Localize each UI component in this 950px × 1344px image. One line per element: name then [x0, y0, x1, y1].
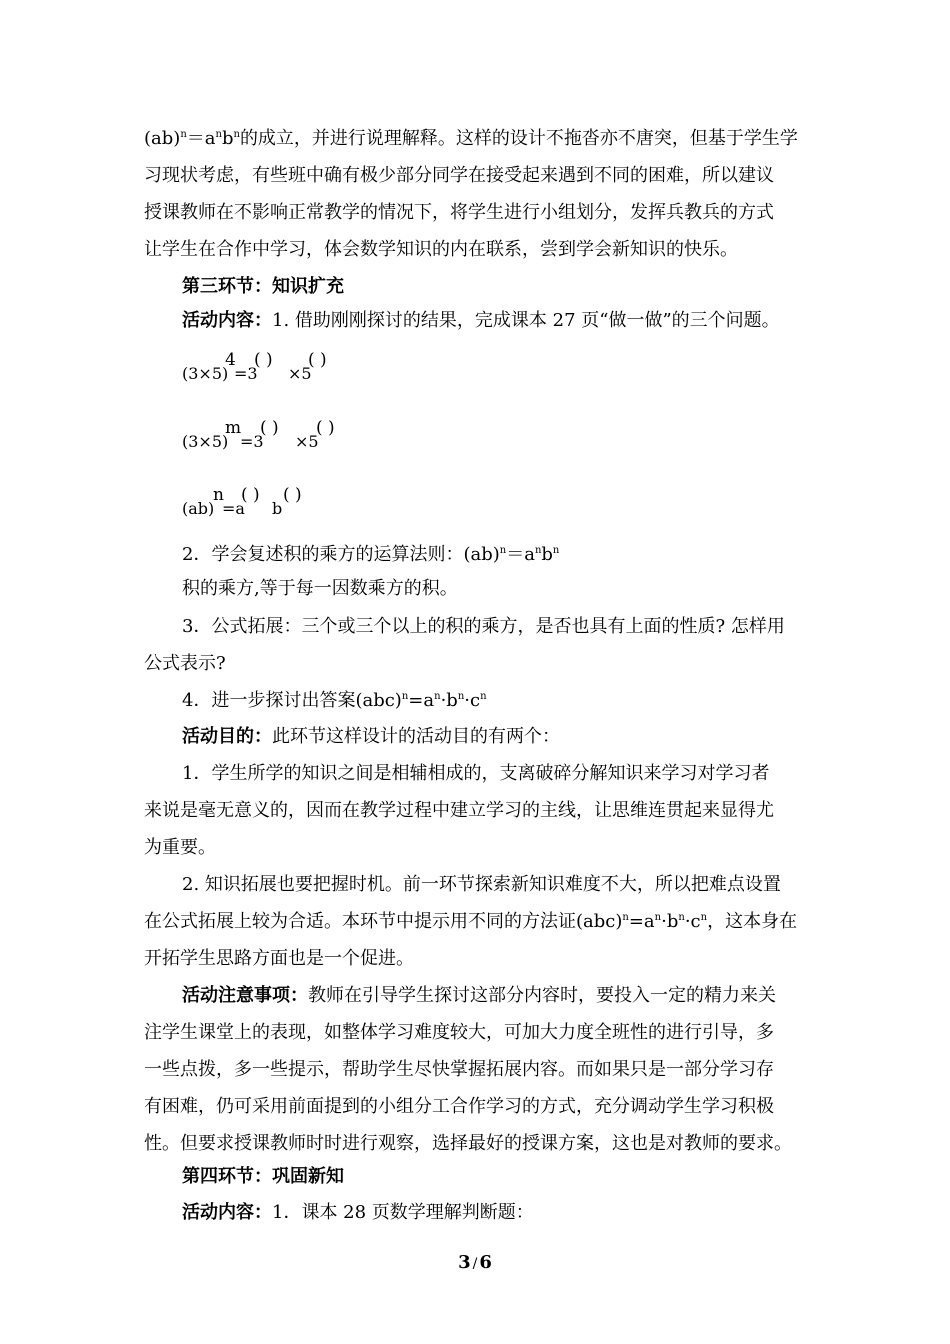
- list-item: 公式表示?: [144, 653, 226, 674]
- paragraph-line: 性。但要求授课教师时时进行观察，选择最好的授课方案，这也是对教师的要求。: [144, 1133, 792, 1154]
- section-heading: 第四环节：巩固新知: [182, 1166, 344, 1187]
- paragraph-line: 开拓学生思路方面也是一个促进。: [144, 948, 414, 969]
- activity-content: 活动内容：1．课本 28 页数学理解判断题：: [182, 1202, 534, 1223]
- paragraph-line: 1．学生所学的知识之间是相辅相成的，支离破碎分解知识来学习对学习者: [182, 763, 770, 784]
- paragraph-line: 注学生课堂上的表现，如整体学习难度较大，可加大力度全班性的进行引导，多: [144, 1022, 774, 1043]
- activity-content: 活动内容：1. 借助刚刚探讨的结果，完成课本 27 页“做一做”的三个问题。: [182, 310, 780, 331]
- document-page: $(ab)^n=a^nb^n$的成立，并进行说理解释。这样的设计不拖沓亦不唐突，但基于学生学 习现状考虑，有些班中确有极少部分同学在接受起来遇到不同的困难，所以建议 授课教师在不影响正常教学的情况下，将学生进行小组划分，发挥兵教兵的方式 让学生在合作中学习，体会数学知识的内在联系，尝到学会新知识的快乐。 第三环节：知识扩充 活动内容：1. 借助刚刚探讨的结果，完成课本 27 页“做一做”的三个问题。 (3×5) 4 =3 ( ) ×5 ( ) (3×5) m =3 ( ) ×5 ( ) (ab) n =a ( ) b ( ) 2．学会复述积的乘方的运算法则：$(ab)^n=a^nb^n$ 积的乘方,等于每一因数乘方的积。 3．公式拓展：三个或三个以上的积的乘方，是否也具有上面的性质? 怎样用 公式表示? 4．进一步探讨出答案$(abc)^n=a^n\cdot b^n\cdot c^n$ 活动目的：此环节这样设计的活动目的有两个： 1．学生所学的知识之间是相辅相成的，支离破碎分解知识来学习对学习者 来说是毫无意义的，因而在教学过程中建立学习的主线，让思维连贯起来显得尤 为重要。 2. 知识拓展也要把握时机。前一环节探索新知识难度不大，所以把难点设置 在公式拓展上较为合适。本环节中提示用不同的方法证$(abc)^n=a^n\cdot b^n\cdot c^n$，这本身在 开拓学生思路方面也是一个促进。 活动注意事项：教师在引导学生探讨这部分内容时，要投入一定的精力来关 注学生课堂上的表现，如整体学习难度较大，可加大力度全班性的进行引导，多 一些点拨，多一些提示，帮助学生尽快掌握拓展内容。而如果只是一部分学习存 有困难，仍可采用前面提到的小组分工合作学习的方式，充分调动学生学习积极 性。但要求授课教师时时进行观察，选择最好的授课方案，这也是对教师的要求。 第四环节：巩固新知 活动内容：1．课本 28 页数学理解判断题： 3 / 6: [0, 0, 950, 1344]
- paragraph-line: 为重要。: [144, 837, 216, 858]
- paragraph-line: 授课教师在不影响正常教学的情况下，将学生进行小组划分，发挥兵教兵的方式: [144, 202, 774, 223]
- list-item: 4．进一步探讨出答案$(abc)^n=a^n\cdot b^n\cdot c^n$: [182, 690, 487, 711]
- activity-notes: 活动注意事项：教师在引导学生探讨这部分内容时，要投入一定的精力来关: [182, 985, 776, 1006]
- paragraph-line: 来说是毫无意义的，因而在教学过程中建立学习的主线，让思维连贯起来显得尤: [144, 800, 774, 821]
- paragraph-line: 习现状考虑，有些班中确有极少部分同学在接受起来遇到不同的困难，所以建议: [144, 165, 774, 186]
- list-item-note: 积的乘方,等于每一因数乘方的积。: [182, 578, 458, 599]
- paragraph-line: 一些点拨，多一些提示，帮助学生尽快掌握拓展内容。而如果只是一部分学习存: [144, 1059, 774, 1080]
- section-heading: 第三环节：知识扩充: [182, 276, 344, 297]
- list-item: 2．学会复述积的乘方的运算法则：$(ab)^n=a^nb^n$: [182, 544, 560, 565]
- paragraph-line: 让学生在合作中学习，体会数学知识的内在联系，尝到学会新知识的快乐。: [144, 239, 738, 260]
- paragraph-line: 2. 知识拓展也要把握时机。前一环节探索新知识难度不大，所以把难点设置: [182, 874, 781, 895]
- paragraph-line: $(ab)^n=a^nb^n$的成立，并进行说理解释。这样的设计不拖沓亦不唐突，但基于学生学: [144, 128, 798, 149]
- page-number: 3 / 6: [458, 1252, 492, 1273]
- activity-purpose: 活动目的：此环节这样设计的活动目的有两个：: [182, 726, 560, 747]
- paragraph-line: 有困难，仍可采用前面提到的小组分工合作学习的方式，充分调动学生学习积极: [144, 1096, 774, 1117]
- list-item: 3．公式拓展：三个或三个以上的积的乘方，是否也具有上面的性质? 怎样用: [182, 616, 785, 637]
- paragraph-line: 在公式拓展上较为合适。本环节中提示用不同的方法证$(abc)^n=a^n\cdot b^n\cdot c^n$，这本身在: [144, 911, 798, 932]
